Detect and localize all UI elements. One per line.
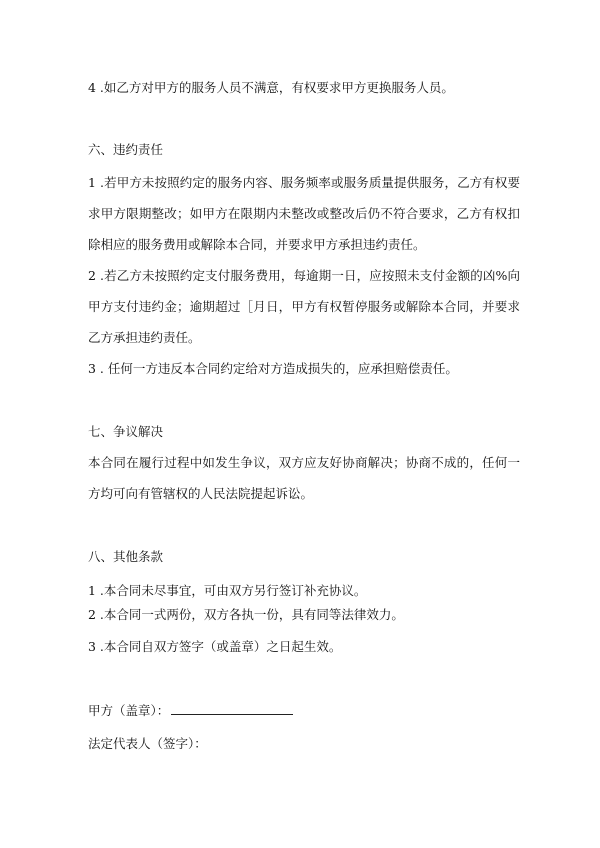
party-a-label: 甲方（盖章）：: [88, 703, 170, 718]
section-8-heading: 八、其他条款: [88, 549, 164, 564]
party-a-signature-line[interactable]: [171, 703, 293, 715]
legal-representative-label: 法定代表人（签字）：: [88, 736, 207, 751]
section-7-text-line-1: 本合同在履行过程中如发生争议，双方应友好协商解决；协商不成的，任何一: [88, 455, 520, 470]
section-6-item-2-line-3: 乙方承担违约责任。: [88, 330, 201, 345]
section-8-item-2: 2 .本合同一式两份，双方各执一份，具有同等法律效力。: [88, 607, 404, 622]
party-a-signature-row: [88, 703, 520, 719]
section-6-heading: 六、违约责任: [88, 142, 164, 157]
section-6-item-1-line-3: 除相应的服务费用或解除本合同，并要求甲方承担违约责任。: [88, 237, 426, 252]
section-7-heading: 七、争议解决: [88, 424, 164, 439]
section-6-item-1-line-2: 求甲方限期整改；如甲方在限期内未整改或整改后仍不符合要求，乙方有权扣: [88, 206, 520, 221]
section-6-item-2-line-1: 2 .若乙方未按照约定支付服务费用，每逾期一日，应按照未支付金额的凶%向: [88, 268, 520, 283]
section-6-item-2-line-2: 甲方支付违约金；逾期超过［月日，甲方有权暂停服务或解除本合同，并要求: [88, 299, 520, 314]
clause-4-service-staff: 4 .如乙方对甲方的服务人员不满意，有权要求甲方更换服务人员。: [88, 80, 454, 95]
section-7-text-line-2: 方均可向有管辖权的人民法院提起诉讼。: [88, 486, 314, 501]
section-6-item-3: 3 . 任何一方违反本合同约定给对方造成损失的，应承担赔偿责任。: [88, 361, 458, 376]
section-8-item-3: 3 .本合同自双方签字（或盖章）之日起生效。: [88, 639, 342, 654]
section-6-item-1-line-1: 1 .若甲方未按照约定的服务内容、服务频率或服务质量提供服务，乙方有权要: [88, 175, 520, 190]
section-8-item-1: 1 .本合同未尽事宜，可由双方另行签订补充协议。: [88, 583, 367, 598]
